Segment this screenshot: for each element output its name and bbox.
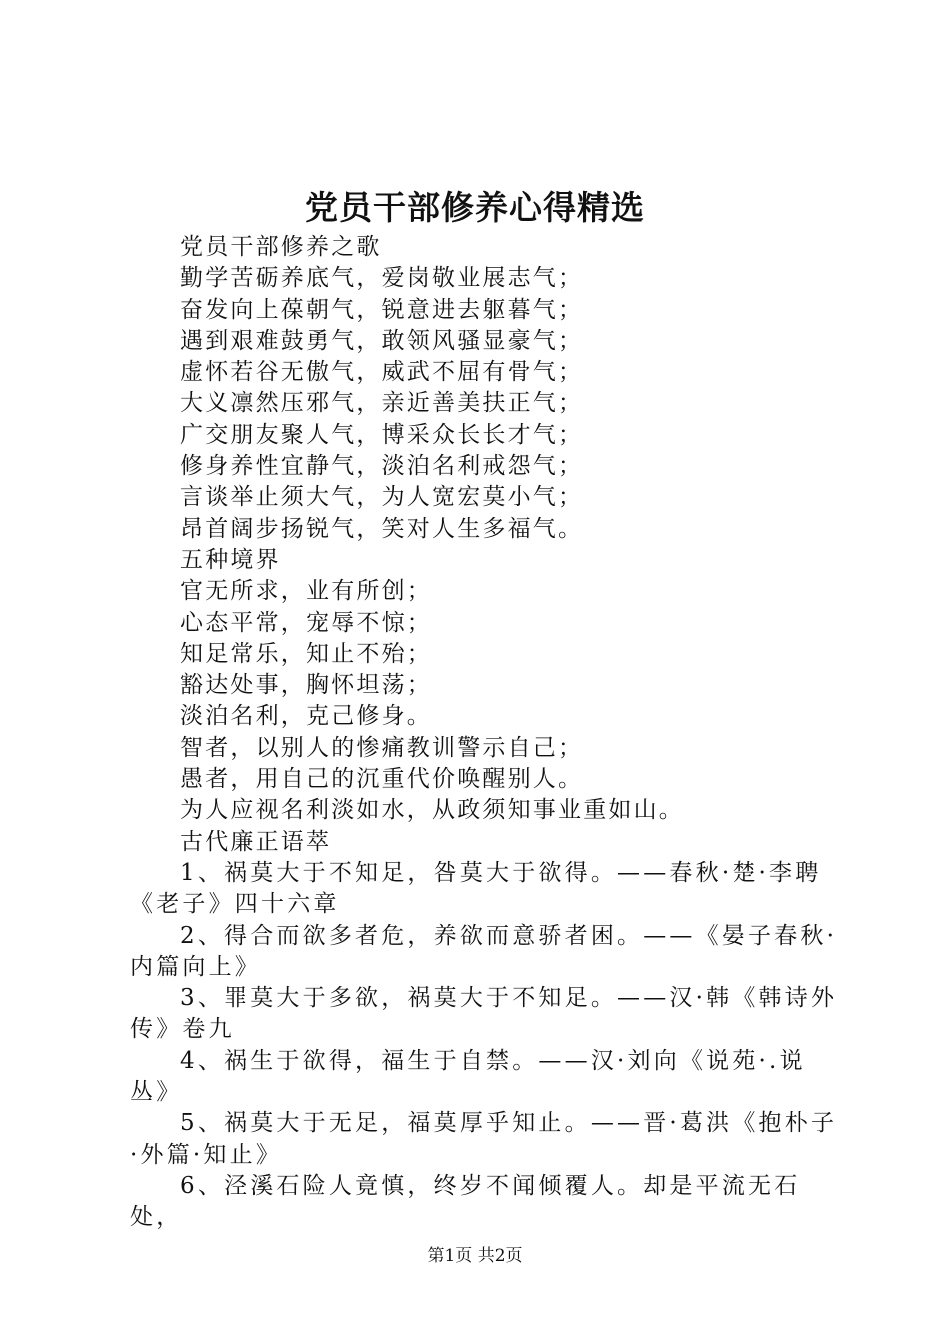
text-line: 修身养性宜静气，淡泊名利戒怨气； bbox=[180, 453, 584, 480]
text-line: 奋发向上葆朝气，锐意进去躯暮气； bbox=[180, 296, 584, 323]
quote-paragraph: 2、得合而欲多者危，养欲而意骄者困。——《晏子春秋·内篇向上》 bbox=[130, 922, 838, 980]
text-line: 党员干部修养之歌 bbox=[180, 234, 382, 260]
document-title: 党员干部修养心得精选 bbox=[305, 188, 645, 227]
text-line: 知足常乐，知止不殆； bbox=[180, 640, 432, 667]
quote-paragraph: 4、祸生于欲得，福生于自禁。——汉·刘向《说苑·.说丛》 bbox=[130, 1047, 806, 1106]
quote-paragraph: 6、泾溪石险人竟慎，终岁不闻倾覆人。却是平流无石处， bbox=[130, 1172, 801, 1231]
text-line: 愚者，用自己的沉重代价唤醒别人。 bbox=[180, 766, 584, 793]
text-line: 大义凛然压邪气，亲近善美扶正气； bbox=[180, 390, 584, 417]
text-line: 官无所求，业有所创； bbox=[180, 578, 432, 605]
document-body bbox=[130, 232, 840, 1234]
text-line: 心态平常，宠辱不惊； bbox=[180, 609, 432, 636]
page-footer: 第1页 共2页 bbox=[427, 1246, 523, 1266]
text-line: 为人应视名利淡如水，从政须知事业重如山。 bbox=[180, 797, 684, 824]
quote-paragraph: 3、罪莫大于多欲，祸莫大于不知足。——汉·韩《韩诗外传》卷九 bbox=[130, 985, 838, 1043]
text-line: 智者，以别人的惨痛教训警示自己； bbox=[180, 734, 584, 761]
text-line: 豁达处事，胸怀坦荡； bbox=[180, 672, 432, 699]
text-line: 遇到艰难鼓勇气，敢领风骚显豪气； bbox=[180, 327, 584, 354]
text-line: 淡泊名利，克己修身。 bbox=[180, 703, 432, 730]
quote-paragraph: 1、祸莫大于不知足，咎莫大于欲得。——春秋·楚·李聘《老子》四十六章 bbox=[130, 859, 822, 918]
text-line: 昂首阔步扬锐气，笑对人生多福气。 bbox=[180, 515, 584, 542]
text-line: 虚怀若谷无傲气，威武不屈有骨气； bbox=[180, 359, 584, 386]
text-line: 五种境界 bbox=[180, 546, 281, 573]
text-line: 广交朋友聚人气，博采众长长才气； bbox=[180, 421, 584, 448]
text-line: 言谈举止须大气，为人宽宏莫小气； bbox=[180, 484, 584, 511]
quote-paragraph: 5、祸莫大于无足，福莫厚乎知止。——晋·葛洪《抱朴子·外篇·知止》 bbox=[130, 1110, 838, 1168]
text-line: 勤学苦砺养底气，爱岗敬业展志气； bbox=[180, 265, 584, 292]
text-line: 古代廉正语萃 bbox=[180, 828, 332, 855]
